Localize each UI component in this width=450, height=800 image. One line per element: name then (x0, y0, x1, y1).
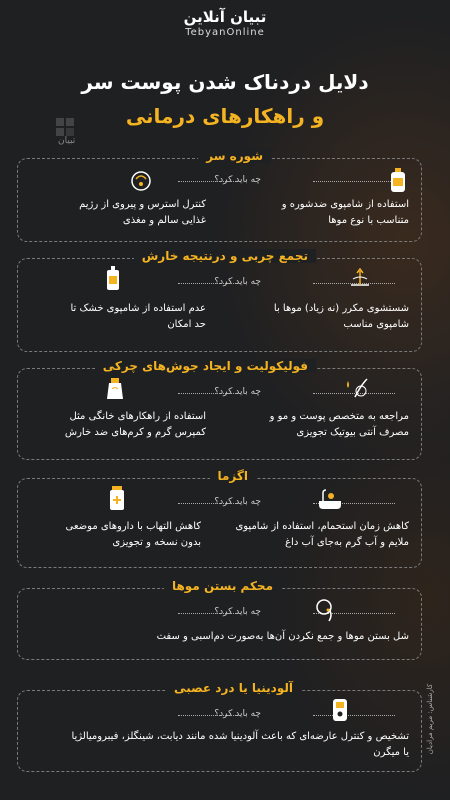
ponytail-icon (313, 597, 335, 623)
hair-follicle-icon (347, 265, 373, 291)
what-to-do-label: چه باید کرد؟ (214, 709, 261, 719)
author-credit (420, 660, 438, 780)
watermark-text: تبيان (58, 136, 76, 146)
page-title: دلایل دردناک شدن پوست سر (81, 70, 369, 94)
section-allodynia (17, 681, 422, 772)
section-solution-right: شل بستن موها و جمع نکردن آن‌ها به‌صورت دم‌اسبی و سفت (156, 631, 409, 642)
hot-compress-icon (104, 375, 126, 401)
section-folliculitis (17, 359, 422, 460)
section-solution-left: کاهش التهاب با داروهای موضعی بدون نسخه و تجویزی (65, 521, 201, 548)
what-to-do-label: چه باید کرد؟ (214, 175, 261, 185)
infected-follicle-icon (343, 375, 373, 401)
divider-dots (178, 503, 236, 504)
section-tight-hair (17, 579, 422, 660)
dry-shampoo-icon (102, 265, 124, 291)
section-title: آلودینیا یا درد عصبی (166, 681, 301, 695)
brand-name-en: TebyanOnline (185, 27, 265, 38)
section-title: تجمع چربی و درنتیجه خارش (134, 249, 316, 263)
what-to-do-label: چه باید کرد؟ (214, 387, 261, 397)
brain-stress-icon (128, 167, 154, 193)
divider-dots (178, 715, 236, 716)
section-solution-right: شستشوی مکرر (نه زیاد) موها با شامپوی مناسب (273, 303, 409, 330)
section-title: فولیکولیت و ایجاد جوش‌های چرکی (95, 359, 316, 373)
section-eczema (17, 469, 422, 568)
page-subtitle: و راهکارهای درمانی (125, 104, 325, 128)
divider-dots (313, 715, 395, 716)
brand-logo (0, 8, 450, 38)
what-to-do-label: چه باید کرد؟ (214, 497, 261, 507)
divider-dots (178, 393, 236, 394)
section-solution-right: کاهش زمان استحمام، استفاده از شامپوی ملایم و آب گرم به‌جای آب داغ (235, 521, 409, 548)
divider-dots (178, 181, 236, 182)
divider-dots (313, 181, 395, 182)
section-solution-left: عدم استفاده از شامپوی خشک تا حد امکان (70, 303, 206, 330)
section-solution-left: استفاده از راهکارهای خانگی مثل کمپرس گرم و کرم‌های ضد خارش (64, 411, 206, 438)
what-to-do-label: چه باید کرد؟ (214, 607, 261, 617)
author-credit-text: کارشناس: مریم مرادیان (426, 683, 434, 755)
bathtub-icon (317, 487, 343, 513)
section-oil-buildup (17, 249, 422, 352)
section-solution-right: مراجعه به متخصص پوست و مو و مصرف آنتی بیوتیک تجویزی (269, 411, 409, 438)
divider-dots (178, 283, 236, 284)
section-title: محکم بستن موها (164, 579, 281, 593)
section-title: اگزما (210, 469, 257, 483)
section-solution-right: استفاده از شامپوی ضدشوره و متناسب با نوع موها (281, 199, 409, 226)
shampoo-bottle-icon (387, 167, 409, 193)
section-title: شوره سر (198, 149, 271, 163)
glucose-meter-icon (329, 697, 351, 723)
divider-dots (178, 613, 236, 614)
brand-name-fa: تبیان آنلاین (183, 8, 267, 26)
section-dandruff (17, 149, 422, 242)
medicine-bottle-icon (106, 485, 128, 511)
section-solution-right: تشخیص و کنترل عارضه‌ای که باعث آلودینیا شده مانند دیابت، شینگلز، فیبرومیالژیا یا میگرن (71, 731, 409, 758)
section-solution-left: کنترل استرس و پیروی از رژیم غذایی سالم و مغذی (79, 199, 206, 226)
what-to-do-label: چه باید کرد؟ (214, 277, 261, 287)
